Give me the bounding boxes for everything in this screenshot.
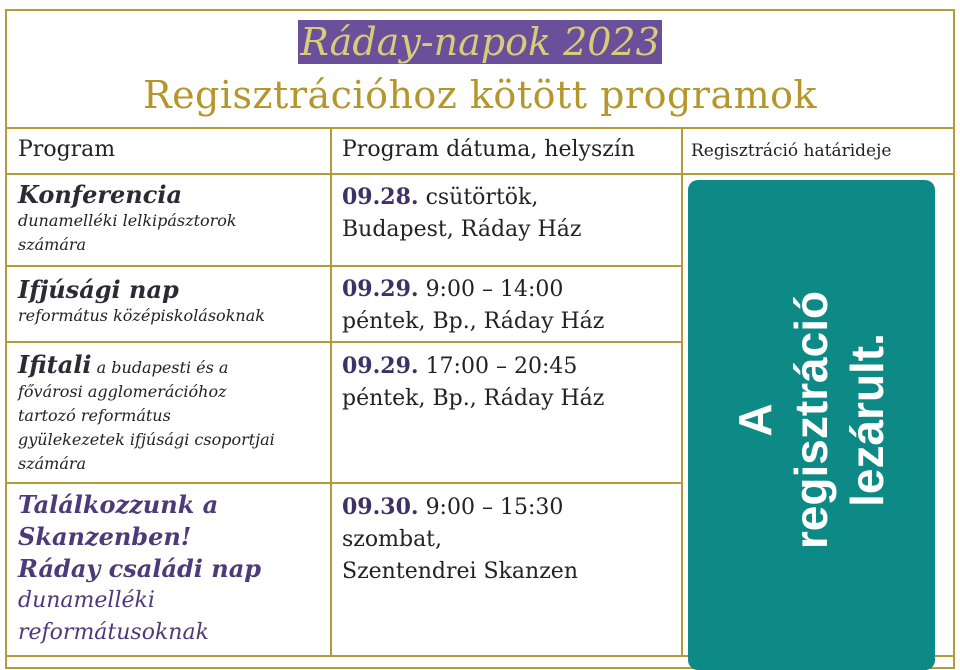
divider [681, 127, 683, 657]
program-desc: fővárosi agglomerációhoz [18, 382, 227, 401]
program-date-place [342, 181, 581, 246]
program-name: Ifjúsági nap [18, 275, 179, 304]
divider [7, 173, 953, 175]
program-day: csütörtök, [425, 185, 539, 210]
program-place: Szentendrei Skanzen [342, 559, 578, 584]
program-time: 9:00 – 15:30 [425, 495, 564, 520]
program-date: 09.28. [342, 184, 419, 210]
column-header-program: Program [18, 137, 116, 162]
program-desc: számára [18, 235, 87, 254]
program-time: 17:00 – 20:45 [425, 354, 578, 379]
table-row [18, 489, 328, 649]
program-date-place [342, 350, 604, 415]
program-name: Ráday családi nap [18, 554, 262, 583]
divider [7, 127, 953, 129]
table-row [18, 276, 323, 328]
page-subtitle: Regisztrációhoz kötött programok [142, 73, 818, 117]
closed-line: A [729, 403, 781, 437]
program-name: Skanzenben! [18, 522, 192, 551]
program-name: Találkozzunk a [18, 490, 219, 519]
table-header [7, 11, 953, 129]
program-place: Budapest, Ráday Ház [342, 217, 582, 242]
program-time: 9:00 – 14:00 [425, 277, 564, 302]
program-desc: tartozó református [18, 406, 171, 425]
divider [7, 341, 683, 343]
program-desc: számára [18, 454, 87, 473]
program-desc: dunamelléki lelkipásztorok [18, 211, 237, 230]
column-header-deadline: Regisztráció határideje [691, 141, 892, 161]
divider [7, 482, 683, 484]
program-date-place [342, 491, 578, 588]
closed-line: regisztráció [785, 290, 837, 550]
closed-line: lezárult. [841, 333, 893, 507]
program-date: 09.29. [342, 276, 419, 302]
registration-closed-badge [688, 180, 935, 670]
program-date: 09.29. [342, 353, 419, 379]
program-date: 09.30. [342, 494, 419, 520]
program-desc: a budapesti és a [96, 358, 229, 377]
registration-closed-text [727, 291, 895, 549]
divider [7, 265, 683, 267]
page-title: Ráday-napok 2023 [300, 20, 660, 64]
program-day: szombat, [342, 527, 443, 552]
program-desc: református középiskolásoknak [18, 306, 265, 325]
program-date-place [342, 273, 604, 338]
program-place: péntek, Bp., Ráday Ház [342, 386, 605, 411]
program-name: Konferencia [18, 180, 183, 209]
program-desc: dunamelléki [18, 588, 155, 613]
program-place: péntek, Bp., Ráday Ház [342, 309, 605, 334]
column-header-date-place: Program dátuma, helyszín [342, 137, 636, 162]
divider [330, 127, 332, 657]
program-name: Ifitali [18, 350, 92, 379]
program-desc: reformátusoknak [18, 620, 209, 645]
table-row [18, 181, 323, 257]
program-desc: gyülekezetek ifjúsági csoportjai [18, 430, 275, 449]
table-row [18, 351, 328, 476]
